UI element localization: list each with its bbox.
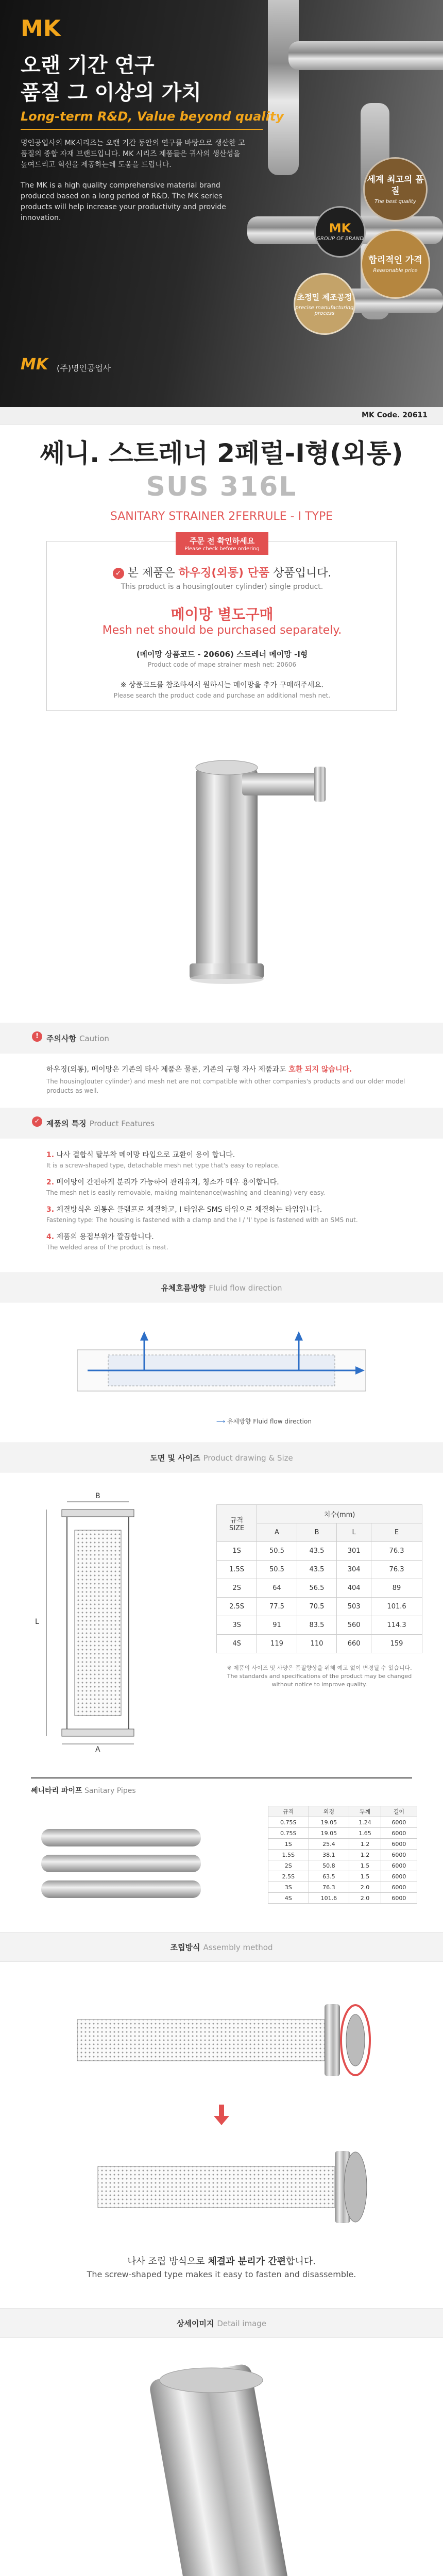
table-col-header: A (257, 1523, 297, 1542)
table-row: 2S 64 56.5 404 89 (217, 1579, 422, 1598)
arrow-down-icon (214, 2105, 229, 2125)
product-drawing (31, 1492, 170, 1754)
caution-header: ! 주의사항 Caution (0, 1023, 443, 1054)
badge-best-quality: 세계 최고의 품질 The best quality (363, 157, 428, 222)
feature-item: 1. 나사 결합식 탈부착 메이망 타입으로 교환이 용이 합니다. It is a screw-shaped type, detachable mesh net type that's easy to replace. (46, 1151, 280, 1169)
fluid-flow-header: 유체흐름방향 Fluid flow direction (0, 1273, 443, 1302)
product-title: 쎄니. 스트레너 2페럴-I형(외통) (40, 438, 403, 468)
size-table-note: ※ 제품의 사이즈 및 사양은 품질향상을 위해 예고 없이 변경될 수 있습니다. The standards and specifications of the product may be changed without notice to improve quality. (227, 1665, 412, 1688)
flow-arrow-icon: ⟶ (216, 1418, 226, 1425)
sanitary-pipe-image (36, 1808, 206, 1906)
table-col-header: 외경 (309, 1806, 349, 1817)
table-row: 4S 119 110 660 159 (217, 1635, 422, 1653)
size-col-header: 규격 SIZE (217, 1505, 257, 1542)
size-table (216, 1504, 422, 1653)
table-row: 0.75S 19.05 1.65 6000 (268, 1828, 417, 1839)
table-row: 1.5S 38.1 1.2 6000 (268, 1850, 417, 1860)
feature-item: 4. 제품의 용접부위가 깔끔합니다. The welded area of the product is neat. (46, 1233, 168, 1251)
company-logo-mark: MK (21, 355, 48, 374)
hero-subtitle: Long-term R&D, Value beyond quality (21, 109, 284, 124)
table-col-header: 두께 (349, 1806, 381, 1817)
notice-line1: ✓ 본 제품은 하우징(외통) 단품 상품입니다. (47, 564, 397, 580)
dim-col-header: 치수(mm) (257, 1505, 422, 1523)
detail-header: 상세이미지 Detail image (0, 2308, 443, 2338)
detail-housing-image (148, 2363, 295, 2576)
dim-label-l: L (35, 1618, 39, 1626)
feature-item: 3. 체결방식은 외통은 클램프로 체결하고, I 타입은 SMS 타입으로 체결하는 타입입니다. Fastening type: The housing is fastened with a clamp and the I / 'I' type is fastened with an SMS nut. (46, 1206, 358, 1224)
badge-mk-group: MK GROUP OF BRAND (314, 206, 366, 258)
drawing-header: 도면 및 사이즈 Product drawing & Size (0, 1443, 443, 1472)
caution-text-en: The housing(outer cylinder) and mesh net are not compatible with other companies's products and our older model products as well. (46, 1078, 405, 1094)
detail-images (0, 2360, 443, 2576)
feature-item: 2. 메이망이 간편하게 분리가 가능하여 관리유지, 청소가 매우 용이합니다. The mesh net is easily removable, making maintenance(washing and cleaning) very easy. (46, 1178, 326, 1196)
badge-precise-process: 초정밀 제조공정 precise manufacturing process (294, 273, 355, 335)
notice-note-en: Please search the product code and purchase an additional mesh net. (113, 692, 331, 699)
table-row: 2.5S 77.5 70.5 503 101.6 (217, 1598, 422, 1616)
caution-icon: ! (32, 1031, 42, 1042)
notice-header: 주문 전 확인하세요 Please check before ordering (176, 532, 268, 555)
table-row: 1.5S 50.5 43.5 304 76.3 (217, 1561, 422, 1579)
assembly-image-2 (67, 2136, 376, 2239)
product-title-en: SANITARY STRAINER 2FERRULE - I TYPE (110, 510, 333, 523)
table-col-header: 길이 (381, 1806, 417, 1817)
table-row: 2S 50.8 1.5 6000 (268, 1860, 417, 1871)
notice-note: ※ 상품코드를 참조하셔서 원하시는 메이망을 추가 구매해주세요. (120, 681, 324, 689)
notice-red-en: Mesh net should be purchased separately. (102, 624, 342, 637)
model-code-bar (0, 407, 443, 425)
hero-title-line2: 품질 그 이상의 가치 (21, 81, 201, 105)
product-main-image (0, 721, 443, 1010)
notice-mesh-code: (메이망 상품코드 - 20606) 스트레너 메이망 -I형 (136, 650, 308, 659)
assembly-caption-en: The screw-shaped type makes it easy to fasten and disassemble. (87, 2269, 356, 2279)
pipes-divider (31, 1777, 412, 1778)
table-col-header: B (297, 1523, 337, 1542)
notice-line1-en: This product is a housing(outer cylinder) single product. (121, 583, 323, 591)
hero-pipe-image (288, 41, 443, 70)
notice-red-ko: 메이망 별도구매 (171, 606, 274, 623)
assembly-image-1 (67, 1989, 376, 2092)
check-icon: ✓ (113, 568, 124, 579)
feature-icon: ✓ (32, 1116, 42, 1127)
hero-banner (0, 0, 443, 407)
model-code: MK Code. 20611 (362, 411, 428, 419)
table-row: 2.5S 63.5 1.5 6000 (268, 1871, 417, 1882)
assembly-header: 조립방식 Assembly method (0, 1932, 443, 1962)
pipes-table (268, 1806, 417, 1904)
fluid-flow-caption: ⟶ 유체방향 Fluid flow direction (216, 1418, 312, 1425)
company-name: (주)명인공업사 (57, 363, 111, 373)
hero-description-ko: 명인공업사의 MK시리즈는 오랜 기간 동안의 연구를 바탕으로 생산한 고품질의 종합 자재 브랜드입니다. MK 시리즈 제품들은 귀사의 생산성을 높여드리고 혁신을 제공하는데 도움을 드립니다. (21, 139, 245, 169)
product-material: SUS 316L (146, 471, 297, 502)
hero-divider (21, 129, 263, 130)
dim-label-a: A (95, 1745, 100, 1754)
table-row: 3S 91 83.5 560 114.3 (217, 1616, 422, 1635)
brand-name: MK (21, 15, 61, 42)
dim-label-b: B (95, 1492, 100, 1500)
badge-reasonable-price: 합리적인 가격 Reasonable price (361, 229, 430, 299)
hero-pipe-image (268, 0, 299, 175)
notice-mesh-code-en: Product code of mape strainer mesh net: 20606 (147, 661, 297, 668)
fluid-flow-diagram (67, 1319, 376, 1412)
table-row: 3S 76.3 2.0 6000 (268, 1882, 417, 1893)
order-notice-box (46, 536, 397, 711)
pipes-header: 쎄니타리 파이프 Sanitary Pipes (31, 1787, 136, 1795)
table-row: 1S 25.4 1.2 6000 (268, 1839, 417, 1850)
hero-title-line1: 오랜 기간 연구 (21, 54, 155, 77)
table-col-header: L (337, 1523, 371, 1542)
assembly-caption: 나사 조립 방식으로 체결과 분리가 간편합니다. (127, 2256, 316, 2267)
table-row: 1S 50.5 43.5 301 76.3 (217, 1542, 422, 1561)
features-header: ✓ 제품의 특징 Product Features (0, 1108, 443, 1139)
table-row: 4S 101.6 2.0 6000 (268, 1893, 417, 1904)
caution-text: 하우징(외통), 메이망은 기존의 타사 제품은 물론, 기존의 구형 자사 제품과도 호환 되지 않습니다. (46, 1065, 352, 1074)
hero-description-en: The MK is a high quality comprehensive material brand produced based on a long period of R&D. The MK series products will help increase your productivity and provide innovation. (21, 181, 226, 222)
table-col-header: 규격 (268, 1806, 309, 1817)
table-col-header: E (371, 1523, 422, 1542)
table-row: 0.75S 19.05 1.24 6000 (268, 1817, 417, 1828)
